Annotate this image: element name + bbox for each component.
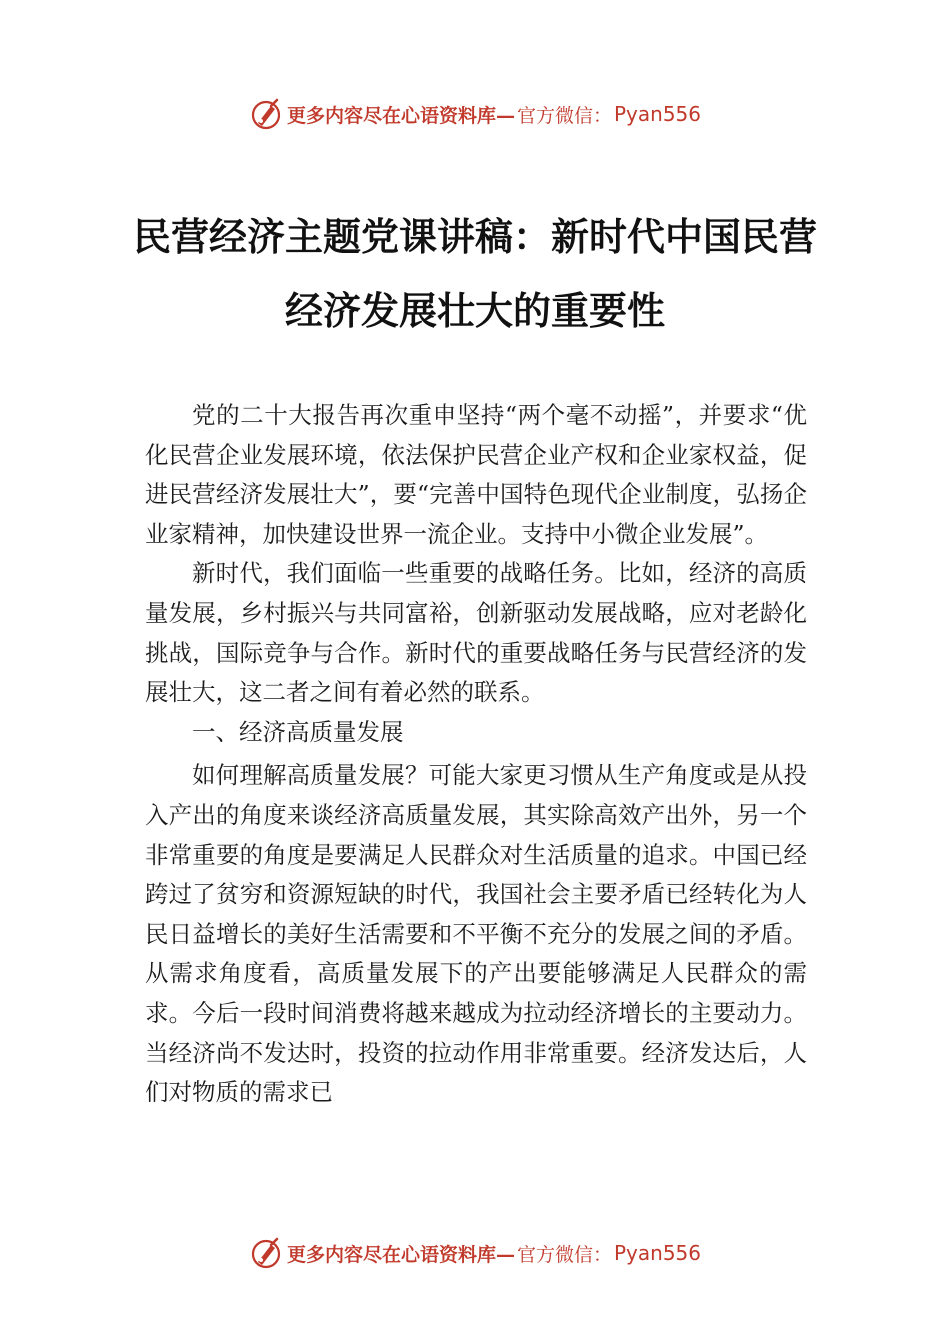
page-title-line-1: 民营经济主题党课讲稿：新时代中国民营	[132, 215, 817, 259]
banner-wechat-label: 官方微信：	[516, 104, 612, 127]
banner-text: 更多内容尽在心语资料库—	[286, 1243, 515, 1266]
banner-wechat-label: 官方微信：	[516, 1243, 612, 1266]
paragraph: 新时代，我们面临一些重要的战略任务。比如，经济的高质量发展，乡村振兴与共同富裕，创新驱动发展战略，应对老龄化挑战，国际竞争与合作。新时代的重要战略任务与民营经济的发展壮大，这二者之间有着必然的联系。	[145, 559, 807, 707]
pen-logo-icon	[249, 1236, 283, 1270]
pen-logo-icon	[249, 97, 283, 131]
section-heading: 一、经济高质量发展	[192, 717, 404, 746]
page-title-line-2: 经济发展壮大的重要性	[284, 289, 665, 333]
document-body	[145, 396, 807, 1113]
footer-banner	[0, 1233, 950, 1273]
paragraph: 如何理解高质量发展？可能大家更习惯从生产角度或是从投入产出的角度来谈经济高质量发展，其实除高效产出外，另一个非常重要的角度是要满足人民群众对生活质量的追求。中国已经跨过了贫穷和资源短缺的时代，我国社会主要矛盾已经转化为人民日益增长的美好生活需要和不平衡不充分的发展之间的矛盾。从需求角度看，高质量发展下的产出要能够满足人民群众的需求。今后一段时间消费将越来越成为拉动经济增长的主要动力。当经济尚不发达时，投资的拉动作用非常重要。经济发达后，人们对物质的需求已	[145, 761, 807, 1107]
banner-wechat-id: Pyan556	[614, 1241, 702, 1265]
banner-wechat-id: Pyan556	[614, 102, 702, 126]
banner-text: 更多内容尽在心语资料库—	[286, 104, 515, 127]
header-banner	[0, 94, 950, 134]
paragraph: 党的二十大报告再次重申坚持“两个毫不动摇”，并要求“优化民营企业发展环境，依法保护民营企业产权和企业家权益，促进民营经济发展壮大”，要“完善中国特色现代企业制度，弘扬企业家精神，加快建设世界一流企业。支持中小微企业发展”。	[145, 401, 807, 548]
